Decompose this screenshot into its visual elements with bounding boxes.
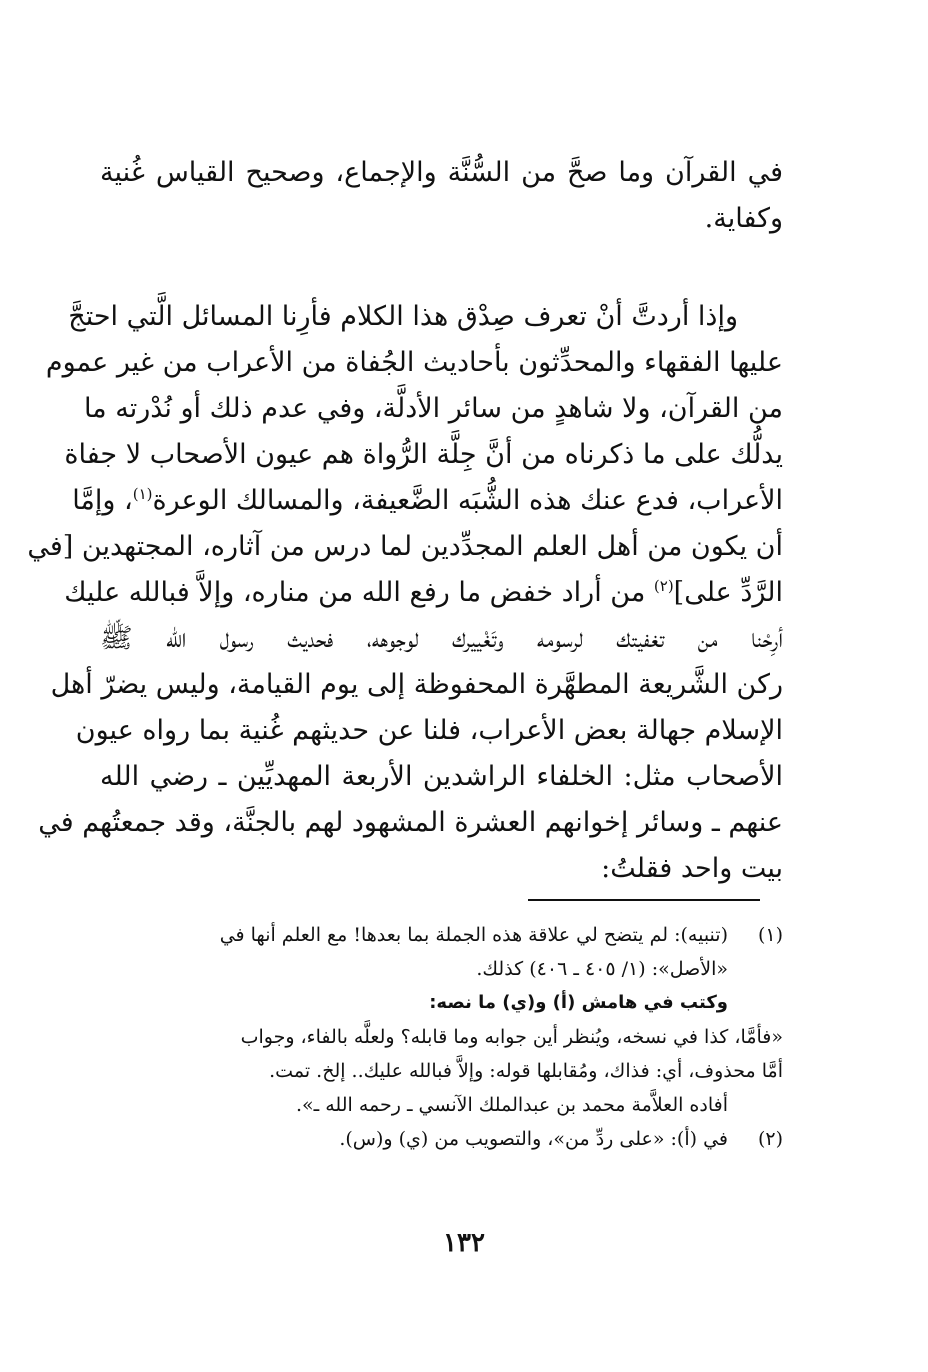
text-line: وإذا أردتَّ أنْ تعرف صِدْق هذا الكلام فأرِنا المسائل الَّتي احتجَّ [68,301,738,332]
text-line: عليها الفقهاء والمحدِّثون بأحاديث الجُفاة من الأعراب من غير عموم [45,347,783,378]
text-line: في القرآن وما صحَّ من السُّنَّة والإجماع، وصحيح القياس غُنية [100,157,783,188]
page-number: ١٣٢ [443,1228,485,1258]
text-line: أرِحْنا من تغفيتك لرسومه وتَغْييرك لوجوهه، فحديث رسول الله ﷺ [100,623,783,654]
paragraph-gap [100,242,783,294]
text-fragment: من أراد خفض ما رفع الله من مناره، وإلاَّ فبالله عليك [64,577,654,608]
footnote-line: «الأصل»: (١/ ٤٠٥ ـ ٤٠٦) كذلك. [476,958,728,980]
footnote-line: (تنبيه): لم يتضح لي علاقة هذه الجملة بما بعدها! مع العلم أنها في [219,924,728,946]
footnote-bold-line: وكتب في هامش (أ) و(ي) ما نصه: [429,992,728,1013]
footnote-quote-line: أفاده العلاَّمة محمد بن عبدالملك الآنسي ـ رحمه الله ـ». [295,1094,728,1116]
text-line: يدلُّك على ما ذكرناه من أنَّ جِلَّة الرُّواة هم عيون الأصحاب لا جفاة [64,439,783,470]
text-line: وكفاية. [704,203,783,234]
text-line: بيت واحد فقلتُ: [601,853,783,884]
footnote-ref-2: (٢) [653,577,674,595]
text-line-with-ref [64,570,783,616]
text-fragment: ، وإمَّا [72,485,133,516]
text-line: عنهم ـ وسائر إخوانهم العشرة المشهود لهم بالجنَّة، وقد جمعتُهم في [38,807,783,838]
footnotes [112,918,783,1156]
footnote-ref-1: (١) [132,485,153,503]
footnote-number: (٢) [757,1128,783,1150]
text-line: الأصحاب مثل: الخلفاء الراشدين الأربعة المهديِّين ـ رضي الله [100,761,783,792]
footnote-1 [112,918,783,1122]
footnote-2 [112,1122,783,1156]
text-fragment: الرَّدِّ على] [673,577,783,608]
main-text [27,150,783,892]
text-line: الإسلام جهالة بعض الأعراب، فلنا عن حديثهم غُنية بما رواه عيون [75,715,783,746]
footnote-quote-line: «فأمَّا، كذا في نسخه، ويُنظر أين جوابه وما قابله؟ ولعلَّه بالفاء، وجواب [240,1026,783,1048]
text-line: ركن الشَّريعة المطهَّرة المحفوظة إلى يوم القيامة، وليس يضرّ أهل [50,669,783,700]
text-line: من القرآن، ولا شاهدٍ من سائر الأدلَّة، وفي عدم ذلك أو نُدْرته ما [83,393,783,424]
text-fragment: الأعراب، فدع عنك هذه الشُّبَه الضَّعيفة، والمسالك الوعرة [152,485,783,516]
text-line: أن يكون من أهل العلم المجدِّدين لما درس من آثاره، المجتهدين [في [27,531,783,562]
footnote-separator [528,899,760,901]
footnote-quote-line: أمَّا محذوف، أي: فذاك، ومُقابلها قوله: وإلاَّ فبالله عليك.. إلخ. تمت. [269,1060,783,1082]
text-line-with-ref [72,478,783,524]
footnote-line: في (أ): «على ردِّ من»، والتصويب من (ي) و(س). [339,1128,728,1150]
footnote-number: (١) [757,924,783,946]
